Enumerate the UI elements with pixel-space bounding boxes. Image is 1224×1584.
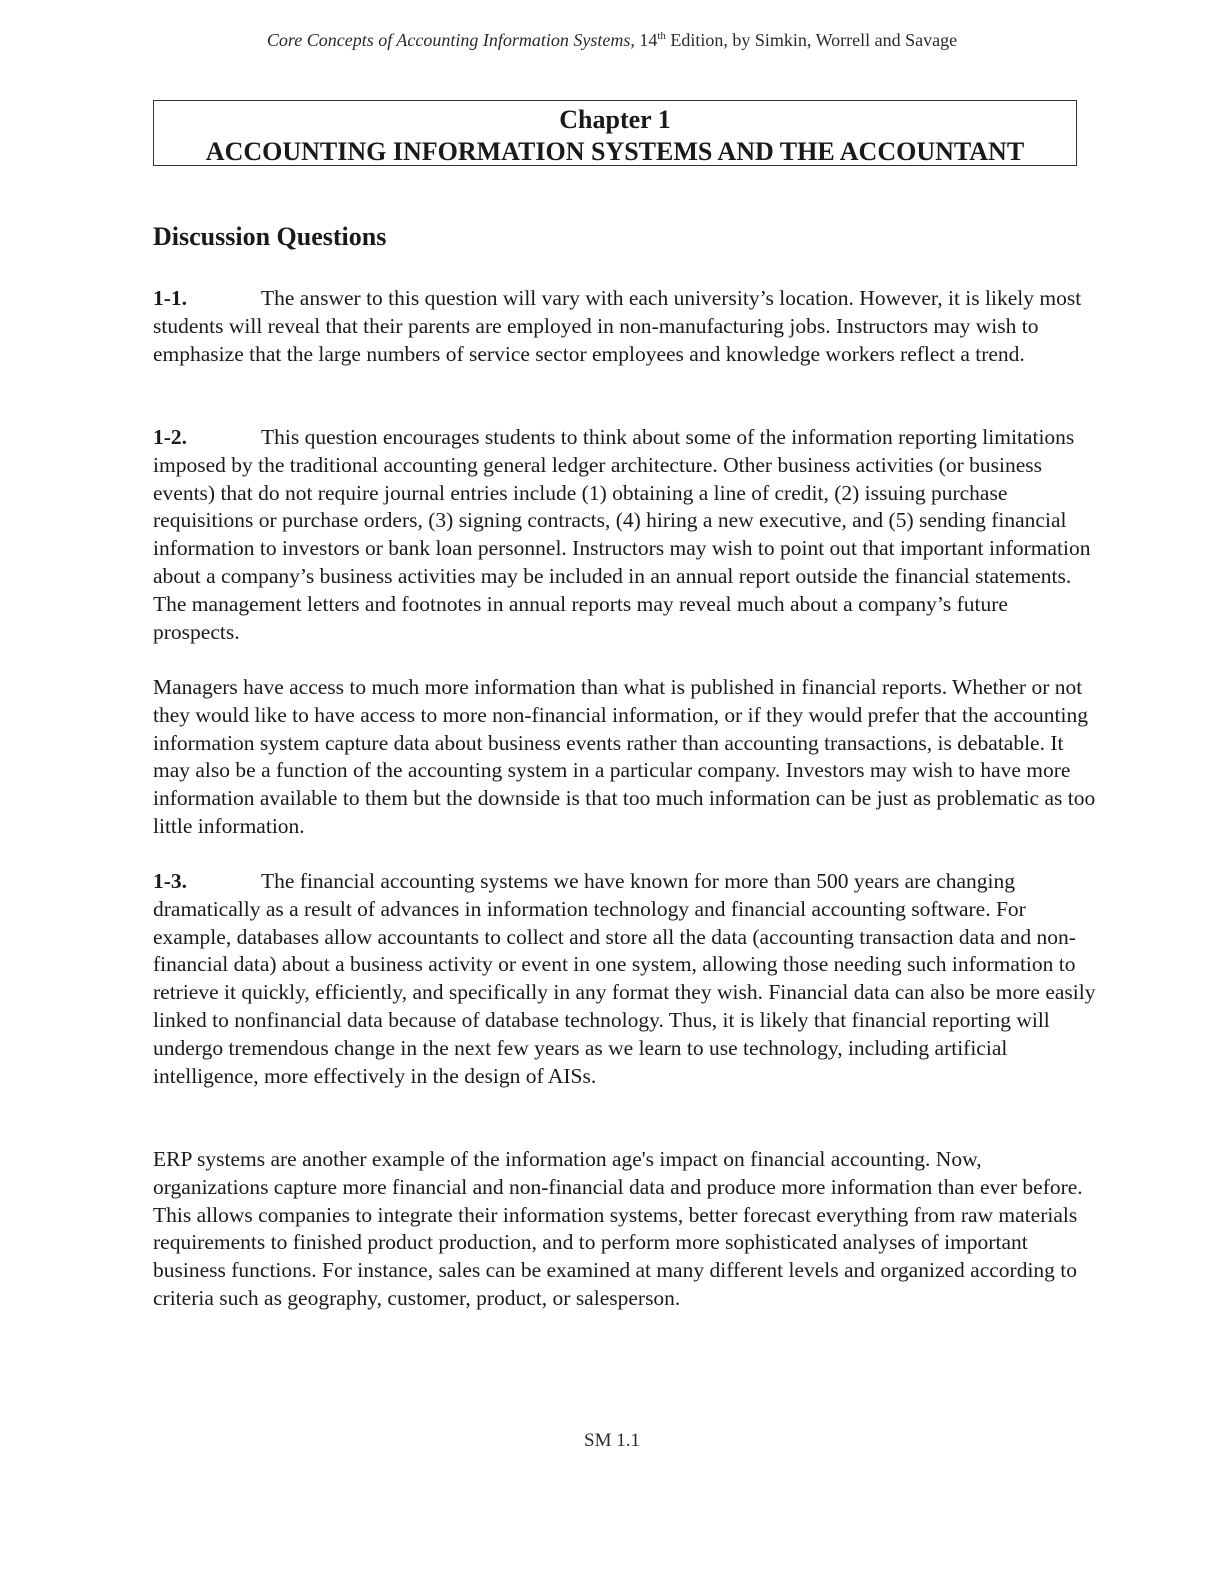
edition-suffix: Edition, by Simkin, Worrell and Savage (665, 30, 958, 50)
paragraph-text: The answer to this question will vary with each university’s location. However, it is likely most students will reveal that their parents are employed in non-manufacturing jobs. Instructors may wish to emphasize that the large numbers of service sector employees and knowledge workers reflect a trend. (153, 286, 1082, 366)
page-number: SM 1.1 (584, 1430, 640, 1451)
question-number: 1-2. (153, 425, 188, 449)
page-header (0, 30, 1224, 51)
page-footer (0, 1430, 1224, 1452)
edition-prefix: , 14 (630, 30, 658, 50)
paragraph-1-1 (153, 285, 1098, 368)
chapter-title-box (153, 100, 1077, 166)
chapter-number: Chapter 1 (559, 105, 671, 134)
chapter-title: ACCOUNTING INFORMATION SYSTEMS AND THE ACCOUNTANT (205, 137, 1025, 166)
section-heading: Discussion Questions (153, 222, 387, 251)
question-number: 1-3. (153, 869, 188, 893)
paragraph-1-2 (153, 424, 1098, 646)
paragraph-text: This question encourages students to think about some of the information reporting limitations imposed by the traditional accounting general ledger architecture. Other business activities (or business events) that do not require journal entries include (1) obtaining a line of credit, (2) issuing purchase requisitions or purchase orders, (3) signing contracts, (4) hiring a new executive, and (5) sending financial information to investors or bank loan personnel. Instructors may wish to point out that important information about a company’s business activities may be included in an annual report outside the financial statements. The management letters and footnotes in annual reports may reveal much about a company’s future prospects. (153, 425, 1091, 644)
paragraph-text: The financial accounting systems we have known for more than 500 years are changing dramatically as a result of advances in information technology and financial accounting software. For example, databases allow accountants to collect and store all the data (accounting transaction data and non-financial data) about a business activity or event in one system, allowing those needing such information to retrieve it quickly, efficiently, and specifically in any format they wish. Financial data can also be more easily linked to nonfinancial data because of database technology. Thus, it is likely that financial reporting will undergo tremendous change in the next few years as we learn to use technology, including artificial intelligence, more effectively in the design of AISs. (153, 869, 1096, 1088)
paragraph-1-2-continued (153, 674, 1098, 841)
question-number: 1-1. (153, 286, 188, 310)
paragraph-text: ERP systems are another example of the information age's impact on financial accounting. Now, organizations capture more financial and non-financial data and produce more information than ever before. This allows companies to integrate their information systems, better forecast everything from raw materials requirements to finished product production, and to perform more sophisticated analyses of important business functions. For instance, sales can be examined at many different levels and organized according to criteria such as geography, customer, product, or salesperson. (153, 1147, 1083, 1310)
paragraph-text: Managers have access to much more information than what is published in financial reports. Whether or not they would like to have access to more non-financial information, or if they would prefer that the accounting information system capture data about business events rather than accounting transactions, is debatable. It may also be a function of the accounting system in a particular company. Investors may wish to have more information available to them but the downside is that too much information can be just as problematic as too little information. (153, 675, 1096, 838)
book-title: Core Concepts of Accounting Information Systems (266, 30, 631, 50)
edition-superscript: th (657, 30, 666, 42)
paragraph-1-3-continued (153, 1146, 1098, 1313)
paragraph-1-3 (153, 868, 1098, 1090)
